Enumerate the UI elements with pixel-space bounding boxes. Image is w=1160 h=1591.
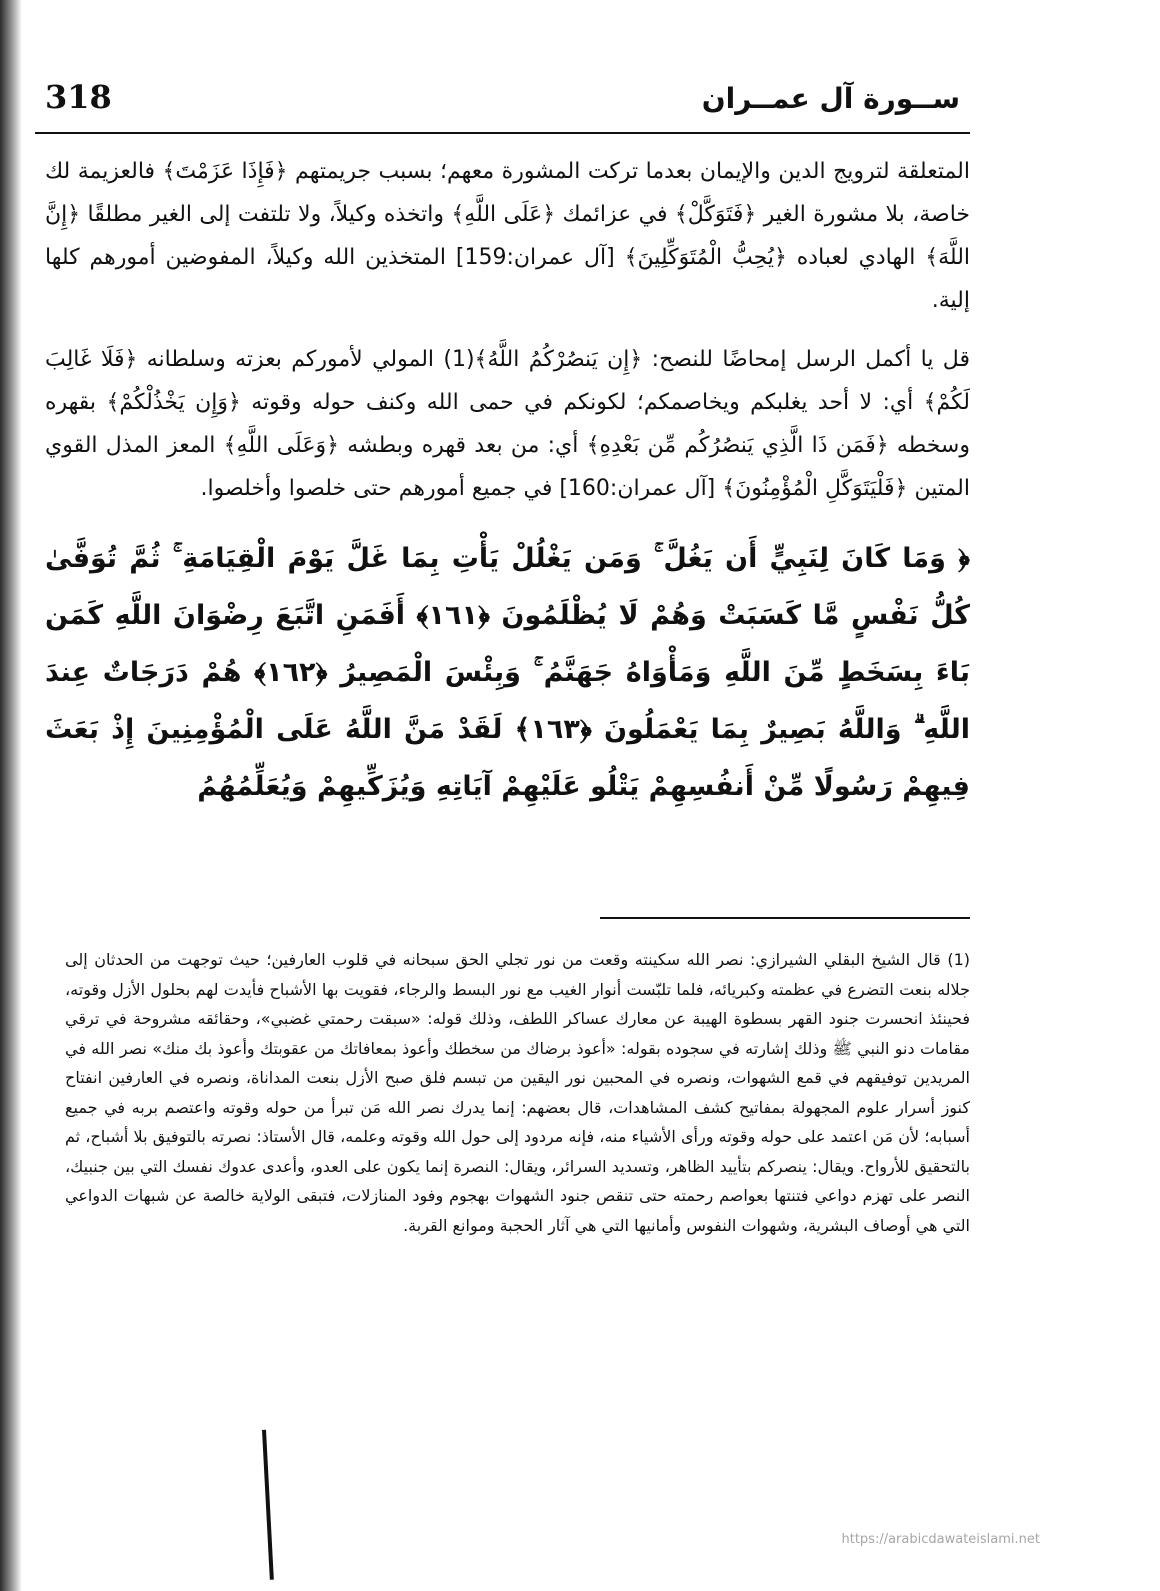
footnote-text: (1) قال الشيخ البقلي الشيرازي: نصر الله سكينته وقعت من نور تجلي الحق سبحانه في قلوب العارفين؛ حيث توجهت من الحدثان إلى جلاله بنعت التضرع في عظمته وكبريائه، فلما تلبّست أنوار الغيب مع نور البسط والرجاء، فقويت بها الأشباح فأيدت لهم بحلول الأزل وقوته، فحينئذ انحسرت جنود القهر بسطوة الهيبة عن معارك عساكر اللطف، وذلك قوله: «سبقت رحمتي غضبي»، وحقائقه مشروحة في ترقي مقامات دنو النبي ﷺ وذلك إشارته في سجوده بقوله: «أعوذ برضاك من سخطك وأعوذ بمعافاتك من عقوبتك وأعوذ بك منك» نصر الله في المريدين توفيقهم في قمع الشهوات، ونصره في المحبين نور اليقين من تبسم فلق صبح الأزل بنعت المداناة، ونصره في العارفين انفتاح كنوز أسرار علوم المجهولة بمفاتيح كشف المشاهدات، قال بعضهم: إنما يدرك نصر الله مَن تبرأ من حوله وقوته واعتصم بربه في جميع أسبابه؛ لأن مَن اعتمد على حوله وقوته ورأى الأشياء منه، فإنه مردود إلى حول الله وقوته وعلمه، قال الأستاذ: نصرته بالتوفيق بلا أشباح، ثم بالتحقيق للأرواح. ويقال: ينصركم بتأييد الظاهر، وتسديد السرائر، ويقال: النصرة إنما يكون على العدو، وأعدى عدوك نفسك التي بين جنبيك، النصر على تهزم دواعي فتنتها بعواصم رحمته حتى تنقص جنود الشهوات بهجوم وفود المنازلات، فتبقى الولاية خالصة عن شبهات الدواعي التي هي أوصاف البشرية، وشهوات النفوس وأمانيها التي هي آثار الحجبة وموانع القربة. (65, 950, 970, 1235)
paragraph-text: قل يا أكمل الرسل إمحاضًا للنصح: ﴿إِن يَنصُرْكُمُ اللَّهُ﴾(1) المولي لأموركم بعزته وسلطانه ﴿فَلَا غَالِبَ لَكُمْ﴾ أي: لا أحد يغلبكم ويخاصمكم؛ لكونكم في حمى الله وكنف حوله وقوته ﴿وَإِن يَخْذُلْكُمْ﴾ بقهره وسخطه ﴿فَمَن ذَا الَّذِي يَنصُرُكُم مِّن بَعْدِهِ﴾ أي: من بعد قهره وبطشه ﴿وَعَلَى اللَّهِ﴾ المعز المذل القوي المتين ﴿فَلْيَتَوَكَّلِ الْمُؤْمِنُونَ﴾ [آل عمران:160] في جميع أمورهم حتى خلصوا وأخلصوا. (45, 347, 970, 501)
main-text (45, 150, 970, 815)
page-header (45, 78, 960, 128)
quran-verses: ﴿ وَمَا كَانَ لِنَبِيٍّ أَن يَغُلَّ ۚ وَمَن يَغْلُلْ يَأْتِ بِمَا غَلَّ يَوْمَ الْقِيَامَةِ ۚ ثُمَّ تُوَفَّىٰ كُلُّ نَفْسٍ مَّا كَسَبَتْ وَهُمْ لَا يُظْلَمُونَ ﴿١٦١﴾ أَفَمَنِ اتَّبَعَ رِضْوَانَ اللَّهِ كَمَن بَاءَ بِسَخَطٍ مِّنَ اللَّهِ وَمَأْوَاهُ جَهَنَّمُ ۚ وَبِئْسَ الْمَصِيرُ ﴿١٦٢﴾ هُمْ دَرَجَاتٌ عِندَ اللَّهِ ۗ وَاللَّهُ بَصِيرٌ بِمَا يَعْمَلُونَ ﴿١٦٣﴾ لَقَدْ مَنَّ اللَّهُ عَلَى الْمُؤْمِنِينَ إِذْ بَعَثَ فِيهِمْ رَسُولًا مِّنْ أَنفُسِهِمْ يَتْلُو عَلَيْهِمْ آيَاتِهِ وَيُزَكِّيهِمْ وَيُعَلِّمُهُمُ (45, 543, 971, 802)
footnote (65, 945, 970, 1240)
page-number: 318 (45, 78, 112, 116)
scan-artifact-stroke (262, 1430, 274, 1580)
paragraph-text: المتعلقة لترويج الدين والإيمان بعدما تركت المشورة معهم؛ بسبب جريمتهم ﴿فَإِذَا عَزَمْتَ﴾ فالعزيمة لك خاصة، بلا مشورة الغير ﴿فَتَوَكَّلْ﴾ في عزائمك ﴿عَلَى اللَّهِ﴾ واتخذه وكيلاً، ولا تلتفت إلى الغير مطلقًا ﴿إِنَّ اللَّهَ﴾ الهادي لعباده ﴿يُحِبُّ الْمُتَوَكِّلِينَ﴾ [آل عمران:159] المتخذين الله وكيلاً، المفوضين أمورهم كلها إلية. (45, 159, 971, 313)
watermark-url: https://arabicdawateislami.net (841, 1532, 1040, 1547)
commentary-paragraph-1 (45, 150, 970, 322)
commentary-paragraph-2 (45, 338, 970, 510)
surah-title: ســورة آل عمــران (701, 82, 960, 115)
footnote-divider (600, 917, 970, 919)
scan-page-edge (0, 0, 22, 1591)
header-divider (35, 132, 970, 134)
